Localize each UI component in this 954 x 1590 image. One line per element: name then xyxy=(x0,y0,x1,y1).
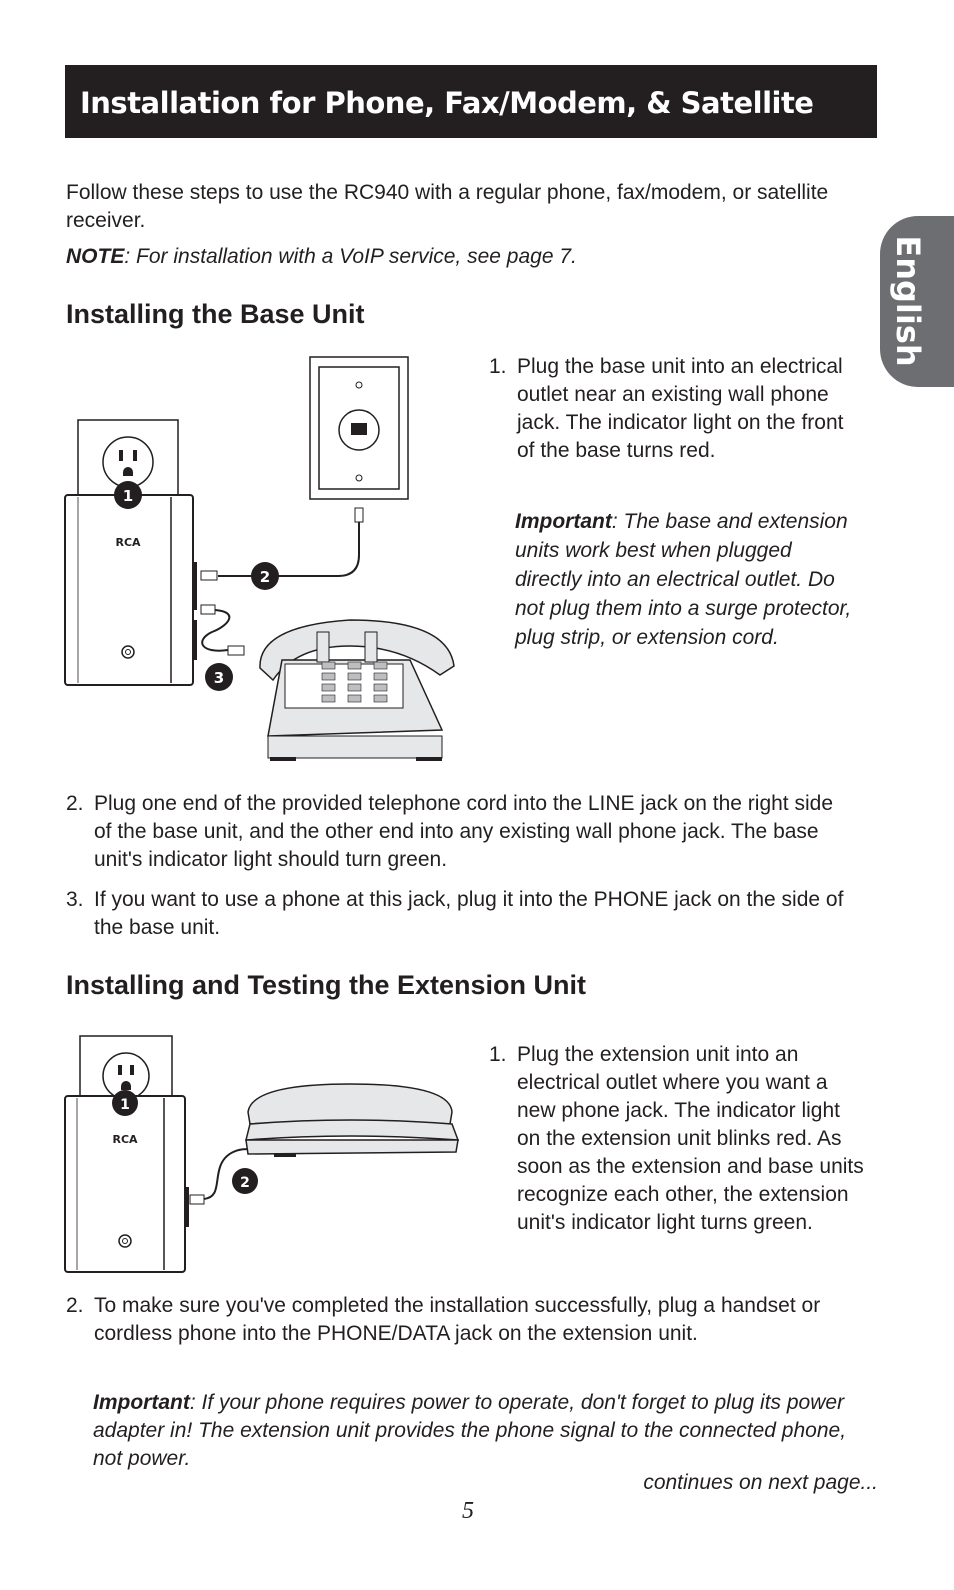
base-unit-heading: Installing the Base Unit xyxy=(66,299,365,329)
important-label: Important xyxy=(515,510,612,533)
step-number: 2. xyxy=(66,1294,84,1317)
base-important-note xyxy=(515,507,860,652)
step-number: 3. xyxy=(66,888,84,911)
callout-2 xyxy=(232,1168,258,1194)
step-number: 1. xyxy=(489,355,507,378)
phone-cord xyxy=(201,605,244,655)
wall-phone-jack-icon xyxy=(310,357,408,499)
continues-note: continues on next page... xyxy=(643,1471,878,1494)
important-text: : If your phone requires power to operate, don't forget to plug its power adapter in! The extension unit provides the phone signal to the connected phone, not power. xyxy=(93,1391,847,1470)
step-text: Plug one end of the provided telephone cord into the LINE jack on the right side of the base unit, and the other end into any existing wall phone jack. The base unit's indicator light should turn green. xyxy=(94,792,833,871)
callout-3 xyxy=(205,663,233,691)
extension-brand-logo: RCA xyxy=(112,1133,138,1146)
page-title: Installation for Phone, Fax/Modem, & Satellite xyxy=(80,86,814,120)
callout-2 xyxy=(251,562,279,590)
base-step-1 xyxy=(489,353,859,465)
step-number: 1. xyxy=(489,1043,507,1066)
svg-text:1: 1 xyxy=(122,487,134,505)
extension-step-2 xyxy=(66,1292,826,1348)
extension-unit-illustration xyxy=(60,1032,470,1282)
intro-paragraph: Follow these steps to use the RC940 with a regular phone, fax/modem, or satellite receiver. xyxy=(66,181,829,232)
svg-text:3: 3 xyxy=(213,669,225,687)
step-number: 2. xyxy=(66,792,84,815)
note-label: NOTE xyxy=(66,245,125,268)
base-step-3 xyxy=(66,886,866,942)
desk-phone-icon xyxy=(260,620,454,761)
language-tab xyxy=(880,216,954,387)
callout-1 xyxy=(112,1090,138,1116)
svg-text:2: 2 xyxy=(240,1175,250,1191)
note-text: : For installation with a VoIP service, see page 7. xyxy=(124,245,577,268)
page-number: 5 xyxy=(462,1498,474,1524)
base-unit-illustration xyxy=(60,350,470,770)
step-text: To make sure you've completed the installation successfully, plug a handset or cordless phone into the PHONE/DATA jack on the extension unit. xyxy=(94,1294,821,1345)
note-paragraph xyxy=(66,243,866,271)
line-cord xyxy=(201,508,363,580)
section-title-bar xyxy=(65,65,877,138)
svg-text:2: 2 xyxy=(259,568,271,586)
base-step-2 xyxy=(66,790,846,874)
important-label: Important xyxy=(93,1391,190,1414)
svg-text:1: 1 xyxy=(120,1097,130,1113)
extension-step-1 xyxy=(489,1041,867,1237)
base-brand-logo: RCA xyxy=(115,536,141,549)
step-text: Plug the extension unit into an electrical outlet where you want a new phone jack. The indicator light on the extension unit blinks red. As soon as the extension and base units recognize each other, the extension unit's indicator light turns green. xyxy=(517,1043,864,1234)
callout-1 xyxy=(114,481,142,509)
step-text: Plug the base unit into an electrical outlet near an existing wall phone jack. The indicator light on the front of the base turns red. xyxy=(517,355,844,462)
extension-unit-body xyxy=(65,1096,189,1272)
language-tab-label: English xyxy=(889,235,927,367)
trimline-phone-icon xyxy=(246,1084,458,1157)
extension-important-note xyxy=(93,1389,853,1473)
extension-unit-heading: Installing and Testing the Extension Unit xyxy=(66,970,587,1000)
step-text: If you want to use a phone at this jack, plug it into the PHONE jack on the side of the base unit. xyxy=(94,888,844,939)
base-unit-body xyxy=(65,495,197,685)
important-text: : The base and extension units work best when plugged directly into an electrical outlet. Do not plug them into a surge protector, plug strip, or extension cord. xyxy=(515,510,852,649)
